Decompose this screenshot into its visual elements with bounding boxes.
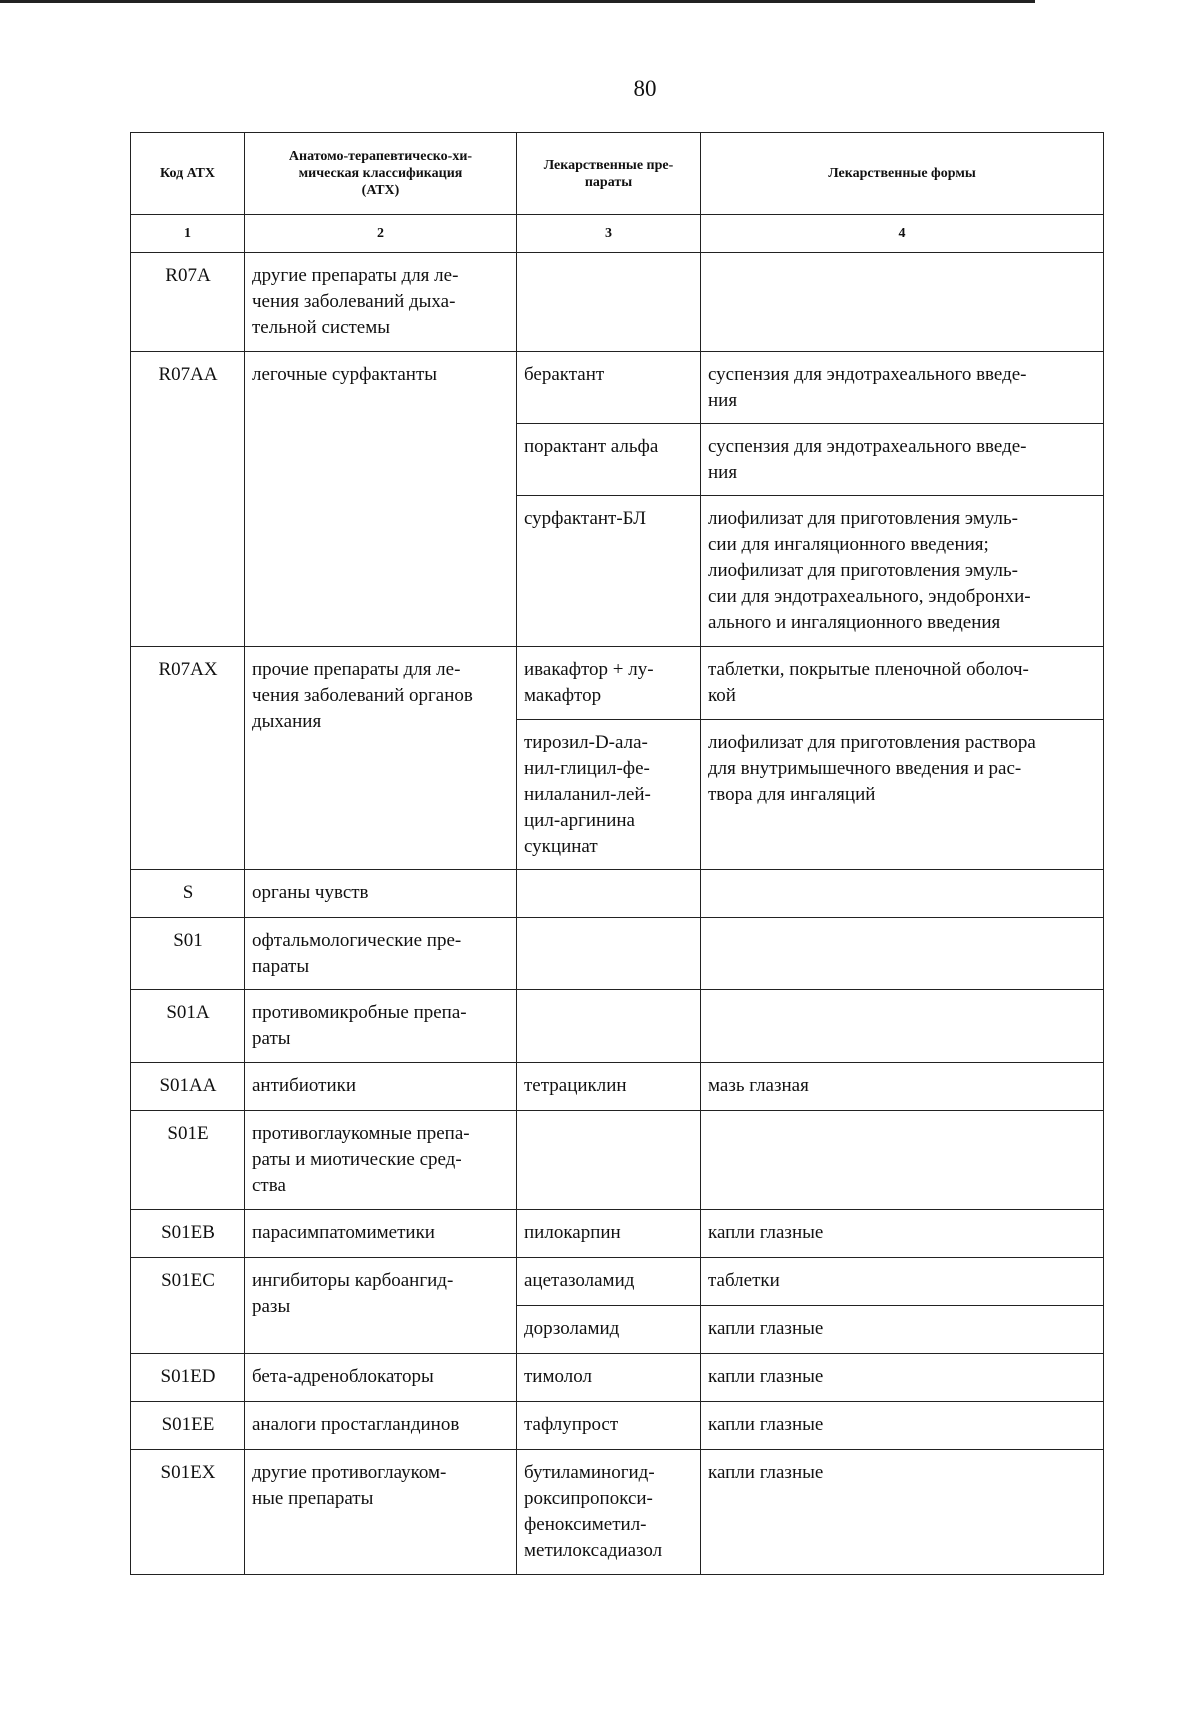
table-row <box>131 1258 1104 1306</box>
atc-table <box>130 132 1104 1575</box>
table-row <box>131 1450 1104 1575</box>
atc-code-cell: S <box>131 870 245 918</box>
drug-cell: тафлупрост <box>517 1402 701 1450</box>
classification-cell: легочные сурфактанты <box>245 352 517 647</box>
drug-cell: тимолол <box>517 1354 701 1402</box>
table-row <box>131 1354 1104 1402</box>
dosage-form-cell: капли глазные <box>701 1210 1104 1258</box>
classification-cell: противоглаукомные препа- раты и миотические сред- ства <box>245 1111 517 1210</box>
column-number: 1 <box>131 215 245 253</box>
atc-code-cell: S01EX <box>131 1450 245 1575</box>
dosage-form-cell: капли глазные <box>701 1306 1104 1354</box>
column-number: 4 <box>701 215 1104 253</box>
atc-code-cell: R07A <box>131 253 245 352</box>
dosage-form-cell: таблетки, покрытые пленочной оболоч- кой <box>701 647 1104 720</box>
drug-cell: порактант альфа <box>517 424 701 496</box>
drug-cell: пилокарпин <box>517 1210 701 1258</box>
atc-code-cell: S01E <box>131 1111 245 1210</box>
table-row <box>131 1063 1104 1111</box>
drug-cell <box>517 870 701 918</box>
atc-code-cell: S01EB <box>131 1210 245 1258</box>
classification-cell: офтальмологические пре- параты <box>245 918 517 990</box>
drug-cell: тирозил-D-ала- нил-глицил-фе- нилаланил-лей- цил-аргинина сукцинат <box>517 720 701 870</box>
dosage-form-cell: капли глазные <box>701 1354 1104 1402</box>
drug-cell <box>517 253 701 352</box>
drug-cell: бутиламиногид- роксипропокси- феноксиметил- метилоксадиазол <box>517 1450 701 1575</box>
drug-cell: ацетазоламид <box>517 1258 701 1306</box>
table-row <box>131 647 1104 720</box>
classification-cell: прочие препараты для ле- чения заболеваний органов дыхания <box>245 647 517 870</box>
dosage-form-cell <box>701 990 1104 1063</box>
drug-cell <box>517 990 701 1063</box>
header-forms: Лекарственные формы <box>701 133 1104 215</box>
table-row <box>131 990 1104 1063</box>
table-body <box>131 253 1104 1575</box>
table-row <box>131 1210 1104 1258</box>
top-border-line <box>0 0 1035 3</box>
table-row <box>131 1111 1104 1210</box>
classification-cell: другие препараты для ле- чения заболеваний дыха- тельной системы <box>245 253 517 352</box>
column-number: 3 <box>517 215 701 253</box>
classification-cell: противомикробные препа- раты <box>245 990 517 1063</box>
classification-cell: антибиотики <box>245 1063 517 1111</box>
header-drugs: Лекарственные пре- параты <box>517 133 701 215</box>
atc-code-cell: S01 <box>131 918 245 990</box>
table-row <box>131 918 1104 990</box>
column-number: 2 <box>245 215 517 253</box>
atc-code-cell: S01AA <box>131 1063 245 1111</box>
drug-cell <box>517 1111 701 1210</box>
drug-cell: тетрациклин <box>517 1063 701 1111</box>
drug-cell: берактант <box>517 352 701 424</box>
drug-cell: ивакафтор + лу- макафтор <box>517 647 701 720</box>
dosage-form-cell: таблетки <box>701 1258 1104 1306</box>
table-row <box>131 870 1104 918</box>
dosage-form-cell: лиофилизат для приготовления эмуль- сии для ингаляционного введения; лиофилизат для приготовления эмуль- сии для эндотрахеального, эндобронхи- ального и ингаляционного введения <box>701 496 1104 647</box>
drug-cell: дорзоламид <box>517 1306 701 1354</box>
drug-cell: сурфактант-БЛ <box>517 496 701 647</box>
atc-code-cell: R07AX <box>131 647 245 870</box>
dosage-form-cell <box>701 918 1104 990</box>
dosage-form-cell: суспензия для эндотрахеального введе- ния <box>701 424 1104 496</box>
dosage-form-cell <box>701 1111 1104 1210</box>
atc-code-cell: S01EE <box>131 1402 245 1450</box>
table-row <box>131 352 1104 424</box>
atc-code-cell: S01A <box>131 990 245 1063</box>
classification-cell: органы чувств <box>245 870 517 918</box>
classification-cell: бета-адреноблокаторы <box>245 1354 517 1402</box>
table-row <box>131 253 1104 352</box>
header-row <box>131 133 1104 215</box>
classification-cell: парасимпатомиметики <box>245 1210 517 1258</box>
header-code: Код АТХ <box>131 133 245 215</box>
dosage-form-cell: капли глазные <box>701 1450 1104 1575</box>
page-number: 80 <box>633 76 657 101</box>
dosage-form-cell: капли глазные <box>701 1402 1104 1450</box>
header-classification: Анатомо-терапевтическо-хи- мическая классификация (АТХ) <box>245 133 517 215</box>
atc-code-cell: S01ED <box>131 1354 245 1402</box>
dosage-form-cell <box>701 253 1104 352</box>
atc-code-cell: S01EC <box>131 1258 245 1354</box>
table-row <box>131 1402 1104 1450</box>
dosage-form-cell: лиофилизат для приготовления раствора для внутримышечного введения и рас- твора для ингаляций <box>701 720 1104 870</box>
drug-cell <box>517 918 701 990</box>
atc-code-cell: R07AA <box>131 352 245 647</box>
classification-cell: другие противоглауком- ные препараты <box>245 1450 517 1575</box>
dosage-form-cell <box>701 870 1104 918</box>
dosage-form-cell: суспензия для эндотрахеального введе- ния <box>701 352 1104 424</box>
column-number-row <box>131 215 1104 253</box>
dosage-form-cell: мазь глазная <box>701 1063 1104 1111</box>
classification-cell: аналоги простагландинов <box>245 1402 517 1450</box>
classification-cell: ингибиторы карбоангид- разы <box>245 1258 517 1354</box>
